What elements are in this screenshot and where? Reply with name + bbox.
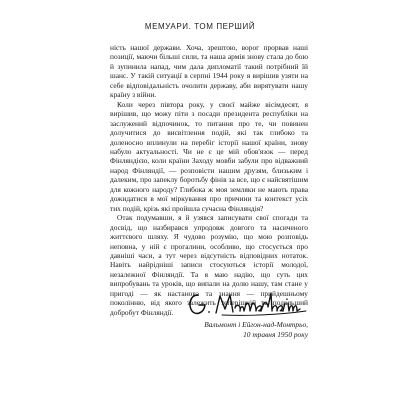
paragraph-3: Отак подумавши, я й узявся записувати свої спогади та досвід, що назбирався упродовж довгого та насиченого життєвого шляху. Я чудово розумію, що мою розповідь неповна, у ній є прогалини, особливо, що стосується про давніші часи, а тут через відсутність відповідних нотаток. Навіть найрідніші записи стосуються історії молодої, незалежної Фінляндії. Та я маю надію, що суть цих випробувань та уроків, що випали на долю нашу, там стане у пригоді — як настанова та знання — прийдешньому поколінню, від якого залежить теперішній та подальший добробут Фінляндії. — [110, 213, 308, 317]
signature-date: 10 травня 1950 року — [243, 329, 308, 339]
paragraph-1: ність нашої держави. Хоча, зрештою, ворог прорвав наші позиції, маючи більші сили, та наша армія знову стала до бою й зупинила напад, чим дала дипломатії такий потрібний їй шанс. У такій ситуації в серпні 1944 року я вирішив узяти на себе відповідальність очолити державу, аби вирятувати нашу країну з війни. — [110, 43, 308, 100]
handwritten-signature-image — [186, 289, 312, 317]
signature-place: Вальмонт і Ейгон-над-Монтрьо, — [204, 320, 308, 329]
signature — [186, 289, 312, 317]
running-header: МЕМУАРИ. ТОМ ПЕРШИЙ — [144, 22, 256, 31]
body-text — [110, 43, 308, 317]
paragraph-2: Коли через півтора року, у своєї майже вісімдесят, я вирішив, що можу піти з посади президента республіки на заслужений відпочинок, то питання про те, чи повинен долучитися до висвітлення подій, які так глибоко та доленосно вплинули на перебіг історії нашої країни, знову набуло актуальності. Чи не є це мій обов'язок — перед Фінляндією, коли країни Заходу мовби забули про відважний народ Фінляндії, — розповісти нашим друзям, близьким і далеким, про запеклу боротьбу фінів за все, що є найсвятішим для кожного народу? Глибока ж моя земляки не мають права дожидатися в мої міркування про причини та контекст усіх тих подій, крізь які пройшла сучасна Фінляндія? — [110, 99, 308, 213]
place-date-block — [180, 320, 308, 339]
